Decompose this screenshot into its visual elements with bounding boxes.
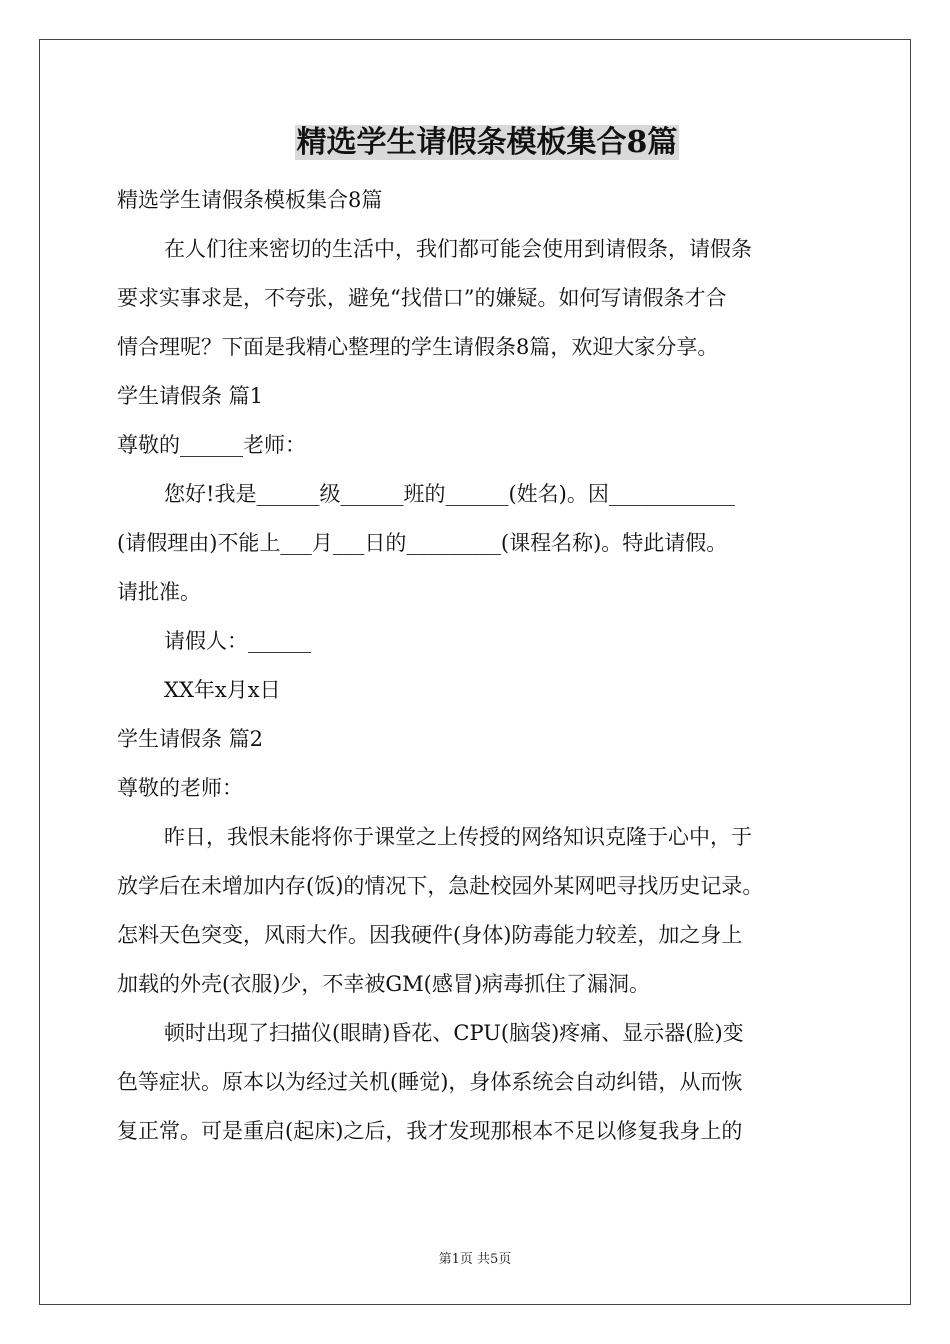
page-footer: 第1页 共5页 (438, 1252, 512, 1267)
body-line: 您好!我是______级______班的______(姓名)。因____________ (164, 482, 735, 506)
paragraph-2b (117, 1009, 857, 1156)
document-subtitle: 精选学生请假条模板集合8篇 (117, 188, 383, 212)
intro-line: 在人们往来密切的生活中，我们都可能会使用到请假条，请假条 (164, 237, 752, 261)
document-body (117, 120, 857, 1156)
leave-note-body-1 (117, 470, 857, 617)
section-heading-2: 学生请假条 篇2 (117, 727, 264, 751)
intro-line: 情合理呢？下面是我精心整理的学生请假条8篇，欢迎大家分享。 (117, 335, 719, 359)
body-line: 请批准。 (117, 580, 201, 604)
section-heading-1: 学生请假条 篇1 (117, 384, 264, 408)
body-line: 昨日，我恨未能将你于课堂之上传授的网络知识克隆于心中，于 (164, 825, 752, 849)
salutation-1: 尊敬的______老师： (117, 433, 306, 457)
salutation-2: 尊敬的老师： (117, 776, 243, 800)
body-line: 加载的外壳(衣服)少，不幸被GM(感冒)病毒抓住了漏洞。 (117, 972, 651, 996)
body-line: 顿时出现了扫描仪(眼睛)昏花、CPU(脑袋)疼痛、显示器(脸)变 (164, 1021, 744, 1045)
body-line: 放学后在未增加内存(饭)的情况下，急赴校园外某网吧寻找历史记录。 (117, 874, 764, 898)
signer-line: 请假人：______ (164, 629, 311, 653)
intro-line: 要求实事求是，不夸张，避免“找借口”的嫌疑。如何写请假条才合 (117, 286, 727, 310)
date-line: XX年x月x日 (164, 678, 281, 702)
document-title: 精选学生请假条模板集合8篇 (296, 125, 678, 160)
paragraph-2a (117, 813, 857, 1009)
body-line: 复正常。可是重启(起床)之后，我才发现那根本不足以修复我身上的 (117, 1119, 743, 1143)
body-line: (请假理由)不能上___月___日的_________(课程名称)。特此请假。 (117, 531, 728, 555)
body-line: 色等症状。原本以为经过关机(睡觉)，身体系统会自动纠错，从而恢 (117, 1070, 743, 1094)
body-line: 怎料天色突变，风雨大作。因我硬件(身体)防毒能力较差，加之身上 (117, 923, 743, 947)
intro-paragraph (117, 225, 857, 372)
